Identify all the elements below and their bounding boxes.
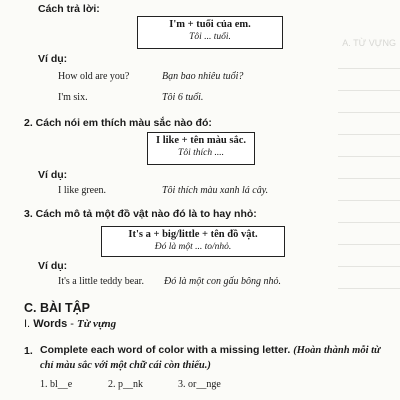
answer-formula-translation: Tôi ... tuổi. xyxy=(189,32,231,42)
exercise1-item-1: 1. bl__e xyxy=(40,379,73,390)
exercise1-instruction-en: Complete each word of color with a missing letter. xyxy=(40,344,291,356)
words-separator: - xyxy=(67,318,77,330)
exercise1-item-3: 3. or__nge xyxy=(178,379,221,390)
words-heading xyxy=(24,318,116,330)
bleed-through-area xyxy=(322,28,400,318)
answer-formula: I'm + tuổi của em. xyxy=(169,19,251,30)
words-number: I. xyxy=(24,318,31,330)
example1-en-2: I'm six. xyxy=(58,92,88,103)
section3-formula: It's a + big/little + tên đồ vật. xyxy=(128,229,258,240)
exercise1-item-2: 2. p__nk xyxy=(108,379,143,390)
ghost-heading: A. TỪ VỰNG xyxy=(342,38,396,48)
section2-formula-translation: Tôi thích .... xyxy=(178,148,224,158)
example1-en-1: How old are you? xyxy=(58,71,130,82)
section3-heading: 3. Cách mô tả một đồ vật nào đó là to hay nhỏ: xyxy=(24,208,257,220)
section3-example-en: It's a little teddy bear. xyxy=(58,276,144,287)
section2-example-vi: Tôi thích màu xanh lá cây. xyxy=(162,185,269,196)
section2-formula-box xyxy=(147,132,255,165)
example1-label: Ví dụ: xyxy=(38,53,68,65)
section3-example-vi: Đó là một con gấu bông nhỏ. xyxy=(164,276,281,287)
answer-formula-box xyxy=(137,16,283,49)
example1-vi-1: Bạn bao nhiêu tuổi? xyxy=(162,71,244,82)
answer-heading: Cách trả lời: xyxy=(38,3,100,15)
exercise1-instruction-vi: (Hoàn thành mỗi từ chỉ màu sắc với một chữ cái còn thiếu.) xyxy=(40,345,381,371)
section2-example-label: Ví dụ: xyxy=(38,169,68,181)
words-en: Words xyxy=(33,318,68,330)
section2-formula: I like + tên màu sắc. xyxy=(156,135,246,146)
example1-vi-2: Tôi 6 tuổi. xyxy=(162,92,204,103)
section3-formula-box xyxy=(101,226,285,257)
section-c-title: C. BÀI TẬP xyxy=(24,301,90,315)
section2-heading: 2. Cách nói em thích màu sắc nào đó: xyxy=(24,117,212,129)
exercise1-instruction xyxy=(40,343,390,373)
section3-formula-translation: Đó là một ... to/nhỏ. xyxy=(154,242,232,252)
section3-example-label: Ví dụ: xyxy=(38,260,68,272)
words-vi: Từ vựng xyxy=(77,318,117,330)
section2-example-en: I like green. xyxy=(58,185,107,196)
exercise1-number: 1. xyxy=(24,345,33,357)
